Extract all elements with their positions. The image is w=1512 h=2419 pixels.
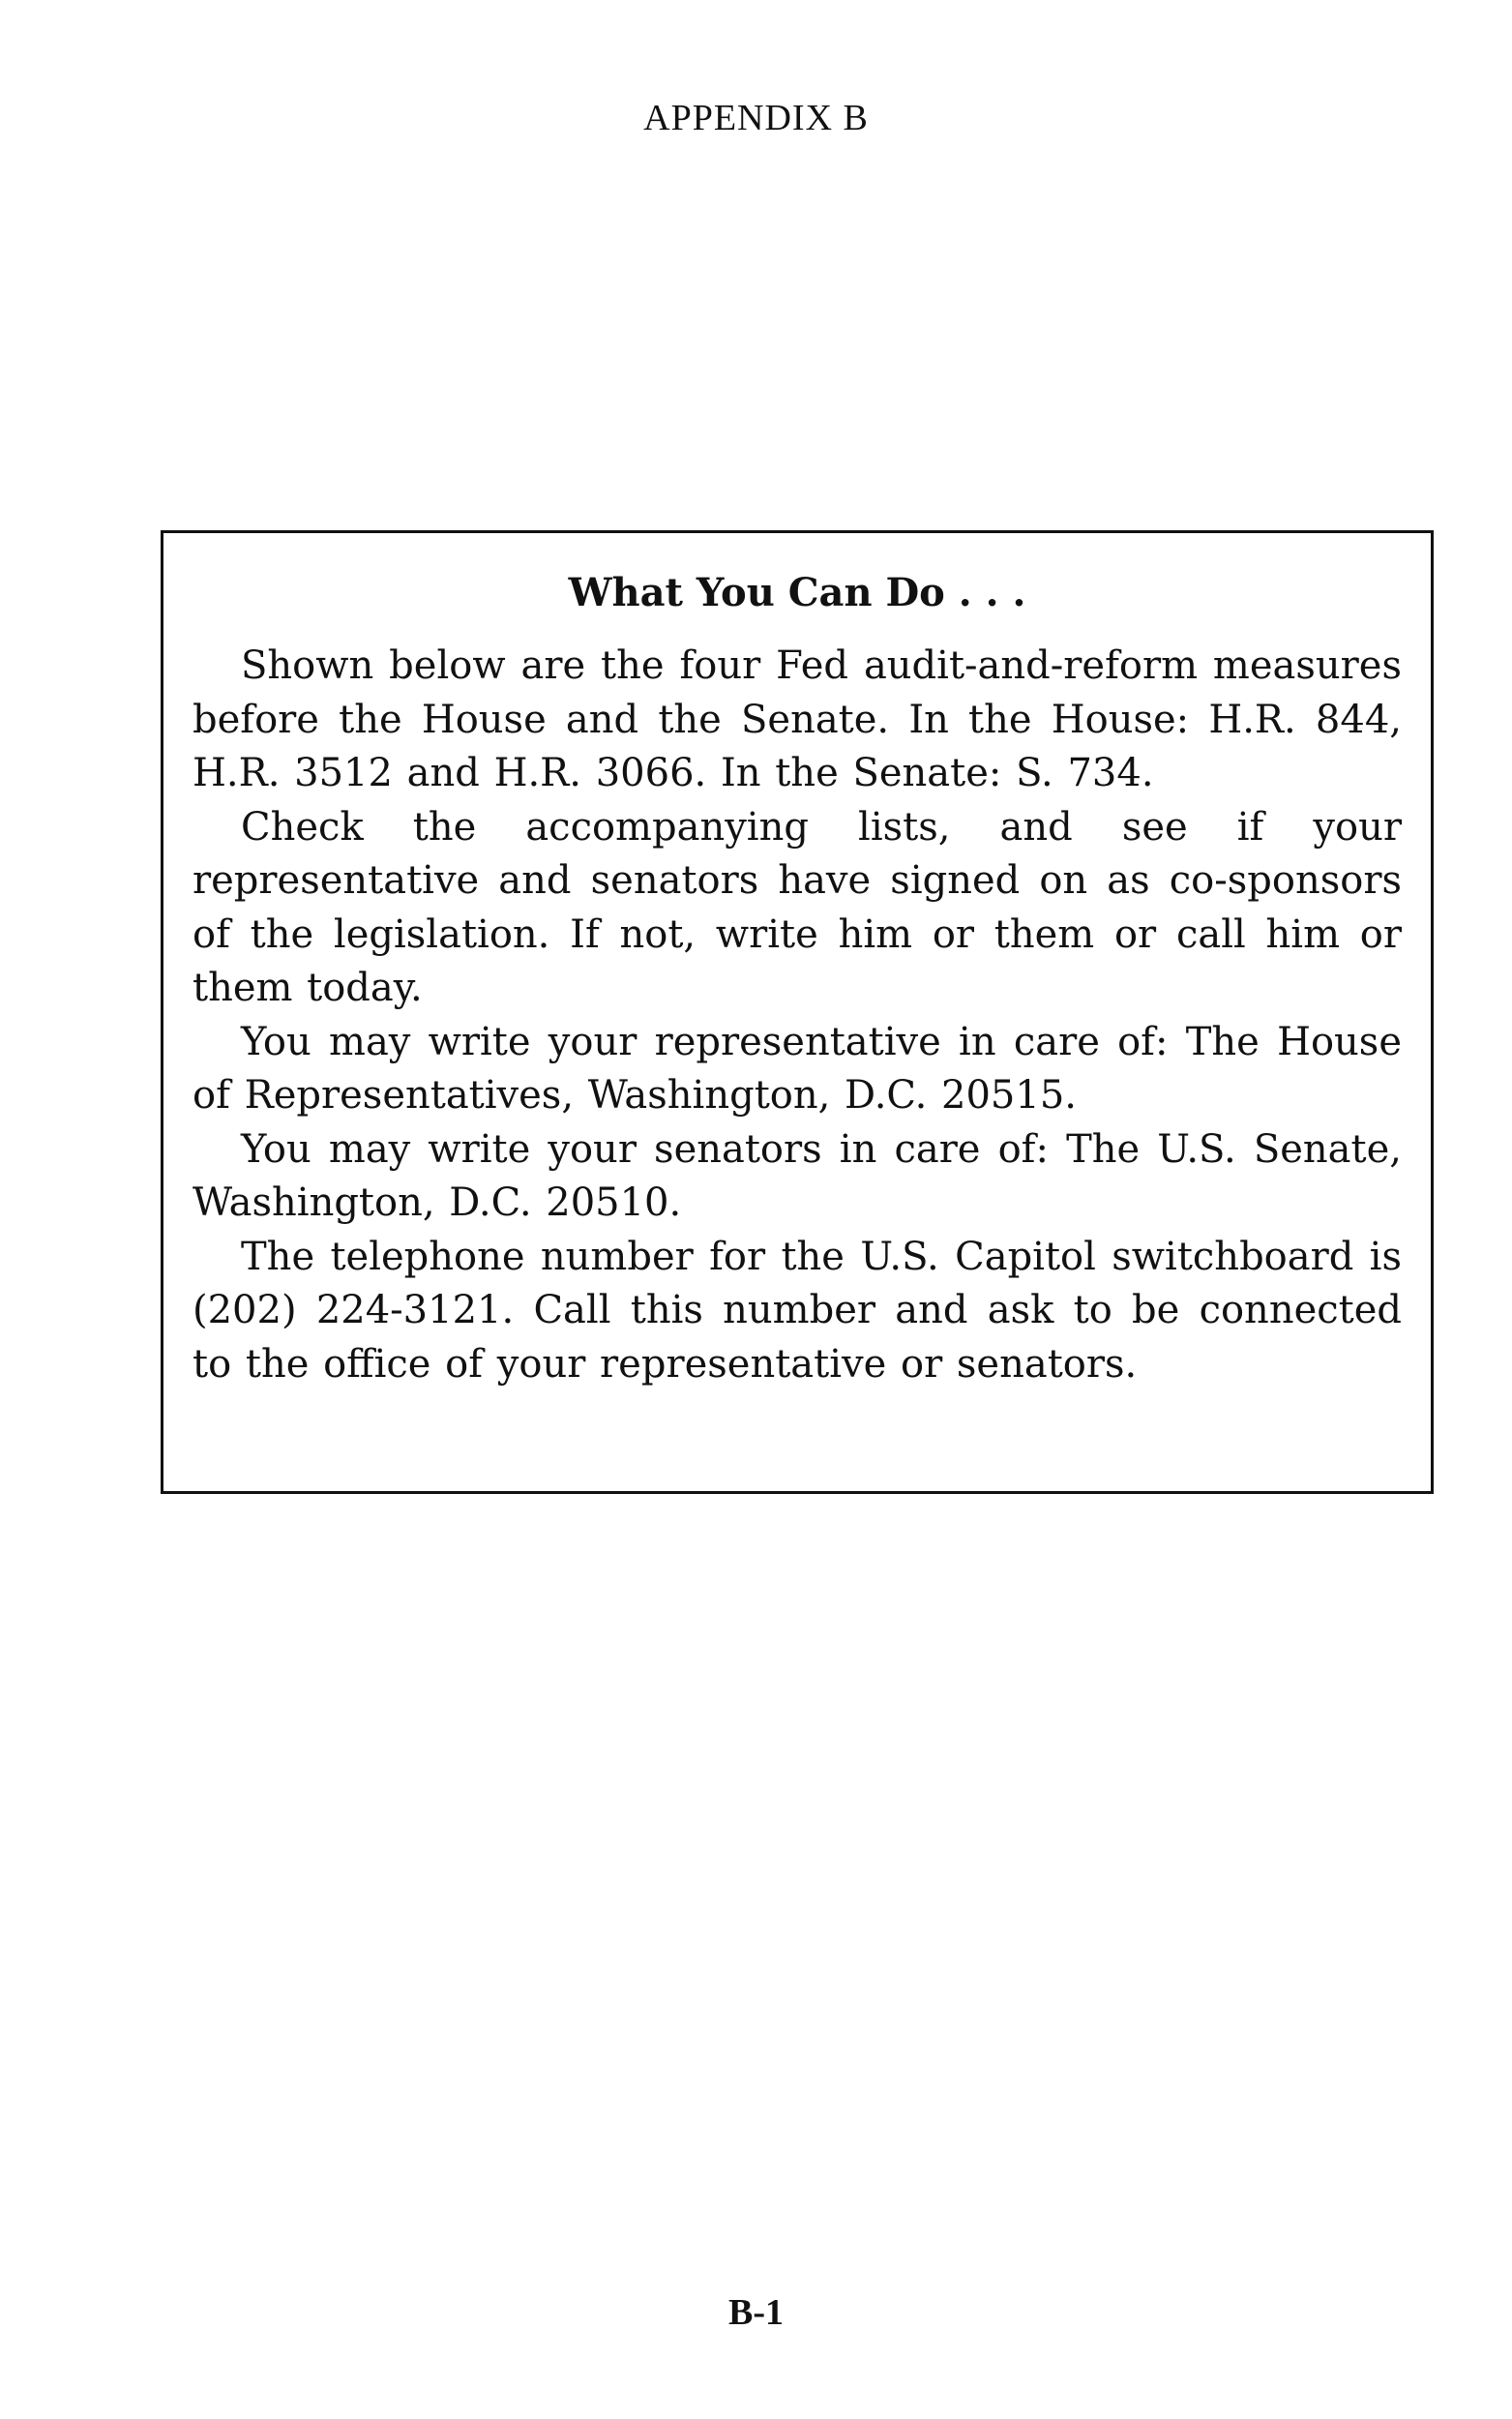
running-head: APPENDIX B (643, 98, 869, 138)
paragraph-telephone: The telephone number for the U.S. Capitol switchboard is (202) 224-3121. Call this number and ask to be connected to the office of your representative or senators. (193, 1234, 1402, 1387)
paragraph-write-senators: You may write your senators in care of: The U.S. Senate, Washington, D.C. 20510. (193, 1126, 1402, 1225)
paragraph-bills: Shown below are the four Fed audit-and-reform measures before the House and the Senate. In the House: H.R. 844, H.R. 3512 and H.R. 3066. In the Senate: S. 734. (193, 643, 1402, 795)
info-box (161, 530, 1434, 1494)
box-title: What You Can Do . . . (568, 570, 1026, 615)
paragraph-write-representative: You may write your representative in care of: The House of Representatives, Washington, D.C. 20515. (193, 1019, 1402, 1118)
paragraph-check-lists: Check the accompanying lists, and see if your representative and senators have signed on as co-sponsors of the legislation. If not, write him or them or call him or them today. (193, 804, 1402, 1010)
box-body (193, 640, 1402, 1391)
page-number: B-1 (728, 2292, 784, 2333)
